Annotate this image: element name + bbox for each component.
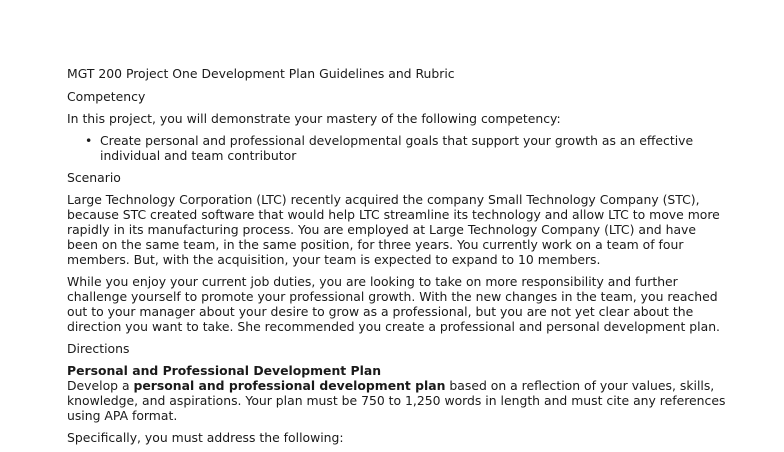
plan-text-bold: personal and professional development plan (133, 378, 446, 393)
scenario-paragraph-1: Large Technology Corporation (LTC) recently acquired the company Small Technology Company (STC), because STC created software that would help LTC streamline its technology and allow LTC to move more rapidly in its manufacturing process. You are employed at Large Technology Company (LTC) and have been on the same team, in the same position, for three years. You currently work on a team of four members. But, with the acquisition, your team is expected to expand to 10 members. (67, 192, 720, 267)
specifically-text: Specifically, you must address the following: (67, 430, 344, 445)
scenario-paragraph-2: While you enjoy your current job duties, you are looking to take on more responsibility and further challenge yourself to promote your professional growth. With the new changes in the team, you reached out to your manager about your desire to grow as a professional, but you are not yet clear about the direction you want to take. She recommended you create a professional and personal development plan. (67, 274, 720, 334)
plan-text-before: Develop a (67, 378, 134, 393)
competency-intro: In this project, you will demonstrate your mastery of the following competency: (67, 111, 561, 126)
directions-heading: Directions (67, 341, 130, 356)
document-title: MGT 200 Project One Development Plan Guidelines and Rubric (67, 66, 455, 81)
competency-heading: Competency (67, 89, 146, 104)
document-page (67, 66, 727, 452)
plan-heading: Personal and Professional Development Plan (67, 363, 382, 378)
competency-list (67, 133, 727, 163)
competency-item-text: Create personal and professional developmental goals that support your growth as an effective individual and team contributor (100, 133, 694, 163)
competency-list-item (85, 133, 727, 163)
bullet-icon: • (85, 133, 93, 148)
plan-text-after: based on a reflection of your values, skills, knowledge, and aspirations. Your plan must be 750 to 1,250 words in length and must cite any references using APA format. (67, 378, 726, 423)
scenario-heading: Scenario (67, 170, 121, 185)
plan-description (67, 378, 727, 423)
